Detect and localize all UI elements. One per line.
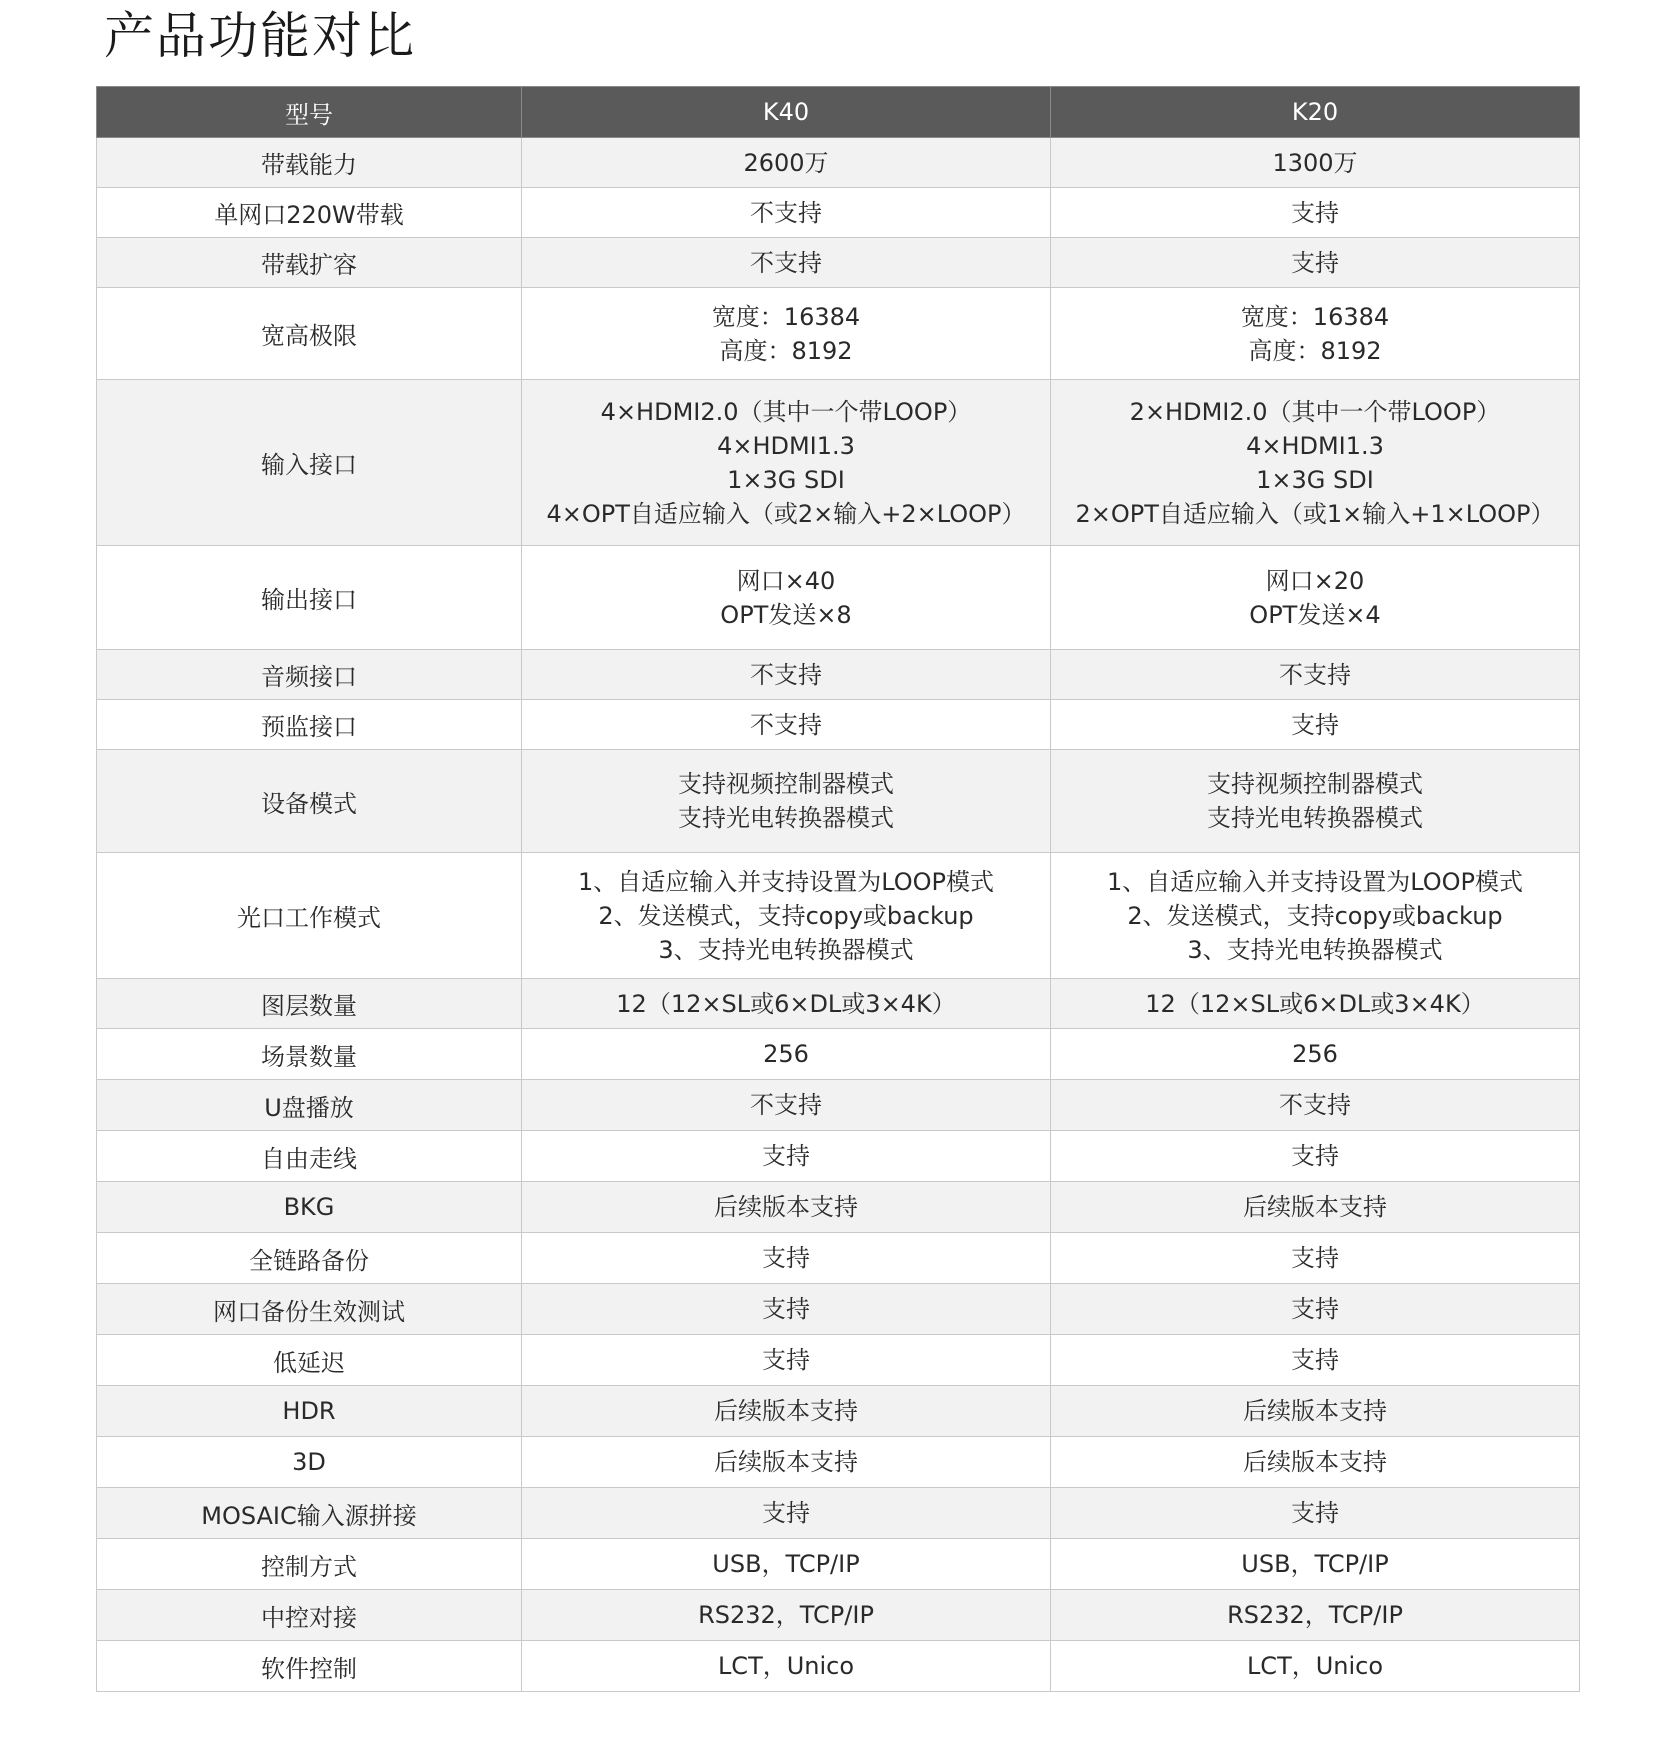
cell-line: 256 — [763, 1040, 809, 1068]
cell-k20 — [1051, 853, 1580, 979]
cell-k40 — [522, 1488, 1051, 1539]
table-row — [97, 1488, 1580, 1539]
cell-k20 — [1051, 1233, 1580, 1284]
cell-line: USB，TCP/IP — [712, 1550, 860, 1578]
cell-line: 支持 — [1291, 1346, 1339, 1374]
cell-k40 — [522, 1590, 1051, 1641]
cell-line: 2×OPT自适应输入（或1×输入+1×LOOP） — [1075, 499, 1555, 528]
cell-line: 不支持 — [1279, 1091, 1351, 1119]
table-row — [97, 979, 1580, 1029]
cell-line: LCT，Unico — [1246, 1652, 1384, 1680]
cell-k40 — [522, 238, 1051, 288]
cell-k20 — [1051, 1386, 1580, 1437]
cell-k40 — [522, 1539, 1051, 1590]
cell-line: 后续版本支持 — [714, 1448, 858, 1476]
cell-k20 — [1051, 380, 1580, 546]
cell-line: 1×3G SDI — [1256, 465, 1374, 494]
cell-line: 不支持 — [750, 198, 822, 227]
row-label: 带载能力 — [97, 138, 522, 188]
row-label: 宽高极限 — [97, 288, 522, 380]
table-row — [97, 700, 1580, 750]
cell-line: 2600万 — [743, 148, 829, 177]
table-row — [97, 238, 1580, 288]
cell-line: 3、支持光电转换器模式 — [1187, 935, 1443, 964]
cell-line: 支持 — [1291, 1295, 1339, 1323]
cell-k20 — [1051, 1284, 1580, 1335]
row-label: MOSAIC输入源拼接 — [97, 1488, 522, 1539]
row-label: 中控对接 — [97, 1590, 522, 1641]
cell-line: 12（12×SL或6×DL或3×4K） — [616, 989, 956, 1018]
cell-line: 支持视频控制器模式 — [678, 770, 894, 798]
row-label: 设备模式 — [97, 750, 522, 853]
cell-line: 3、支持光电转换器模式 — [658, 935, 914, 964]
cell-k20 — [1051, 288, 1580, 380]
cell-k40 — [522, 853, 1051, 979]
cell-k40 — [522, 1335, 1051, 1386]
cell-k20 — [1051, 1437, 1580, 1488]
row-label: 控制方式 — [97, 1539, 522, 1590]
cell-line: 后续版本支持 — [714, 1193, 858, 1221]
cell-line: 宽度：16384 — [711, 302, 861, 331]
table-row — [97, 1131, 1580, 1182]
row-label: 3D — [97, 1437, 522, 1488]
cell-line: 不支持 — [750, 1091, 822, 1119]
row-label: 网口备份生效测试 — [97, 1284, 522, 1335]
cell-k20 — [1051, 1029, 1580, 1080]
cell-line: USB，TCP/IP — [1241, 1550, 1389, 1578]
table-row — [97, 1233, 1580, 1284]
row-label: 预监接口 — [97, 700, 522, 750]
table-row — [97, 750, 1580, 853]
header-k40: K40 — [522, 87, 1051, 138]
cell-k40 — [522, 546, 1051, 650]
cell-k20 — [1051, 979, 1580, 1029]
table-row — [97, 138, 1580, 188]
cell-k40 — [522, 1233, 1051, 1284]
cell-k20 — [1051, 1539, 1580, 1590]
cell-line: 支持 — [762, 1346, 810, 1374]
cell-k40 — [522, 138, 1051, 188]
cell-k20 — [1051, 1335, 1580, 1386]
cell-line: 网口×20 — [1265, 566, 1365, 595]
cell-k20 — [1051, 1641, 1580, 1692]
row-label: U盘播放 — [97, 1080, 522, 1131]
cell-line: 1×3G SDI — [727, 465, 845, 494]
cell-k40 — [522, 750, 1051, 853]
row-label: 带载扩容 — [97, 238, 522, 288]
cell-line: OPT发送×4 — [1249, 600, 1381, 629]
cell-line: 支持 — [762, 1244, 810, 1272]
cell-line: 支持 — [1291, 710, 1339, 739]
cell-line: 高度：8192 — [719, 336, 853, 365]
cell-line: RS232，TCP/IP — [1227, 1601, 1403, 1629]
cell-k40 — [522, 1641, 1051, 1692]
row-label: 输出接口 — [97, 546, 522, 650]
table-row — [97, 1029, 1580, 1080]
cell-line: 12（12×SL或6×DL或3×4K） — [1145, 989, 1485, 1018]
row-label: 场景数量 — [97, 1029, 522, 1080]
cell-k40 — [522, 1437, 1051, 1488]
cell-line: 支持 — [1291, 198, 1339, 227]
row-label: BKG — [97, 1182, 522, 1233]
cell-k20 — [1051, 188, 1580, 238]
table-row — [97, 1284, 1580, 1335]
cell-line: 支持 — [762, 1142, 810, 1170]
table-row — [97, 188, 1580, 238]
page-title: 产品功能对比 — [104, 7, 416, 65]
row-label: 自由走线 — [97, 1131, 522, 1182]
cell-line: 4×OPT自适应输入（或2×输入+2×LOOP） — [546, 499, 1026, 528]
table-row — [97, 853, 1580, 979]
cell-line: 1、自适应输入并支持设置为LOOP模式 — [1106, 867, 1524, 896]
table-row — [97, 1386, 1580, 1437]
cell-line: 后续版本支持 — [714, 1397, 858, 1425]
cell-k20 — [1051, 138, 1580, 188]
cell-line: 4×HDMI2.0（其中一个带LOOP） — [600, 397, 972, 426]
cell-k40 — [522, 1182, 1051, 1233]
cell-k20 — [1051, 1590, 1580, 1641]
cell-line: 不支持 — [750, 710, 822, 739]
row-label: 图层数量 — [97, 979, 522, 1029]
cell-k40 — [522, 288, 1051, 380]
cell-k20 — [1051, 1182, 1580, 1233]
table-row — [97, 1590, 1580, 1641]
cell-line: 不支持 — [1279, 660, 1351, 689]
cell-line: 宽度：16384 — [1240, 302, 1390, 331]
cell-k40 — [522, 1284, 1051, 1335]
cell-k20 — [1051, 1080, 1580, 1131]
cell-line: 不支持 — [750, 660, 822, 689]
row-label: 低延迟 — [97, 1335, 522, 1386]
cell-k40 — [522, 979, 1051, 1029]
cell-k20 — [1051, 650, 1580, 700]
cell-k20 — [1051, 546, 1580, 650]
cell-line: 后续版本支持 — [1243, 1193, 1387, 1221]
row-label: 音频接口 — [97, 650, 522, 700]
cell-k40 — [522, 1386, 1051, 1437]
cell-line: 支持 — [1291, 1499, 1339, 1527]
table-row — [97, 1182, 1580, 1233]
cell-line: 网口×40 — [736, 566, 836, 595]
row-label: 软件控制 — [97, 1641, 522, 1692]
row-label: 单网口220W带载 — [97, 188, 522, 238]
cell-line: 4×HDMI1.3 — [717, 431, 855, 460]
cell-line: 高度：8192 — [1248, 336, 1382, 365]
cell-line: 支持 — [1291, 1244, 1339, 1272]
table-row — [97, 650, 1580, 700]
cell-k40 — [522, 1029, 1051, 1080]
cell-k40 — [522, 1080, 1051, 1131]
header-k20: K20 — [1051, 87, 1580, 138]
cell-line: LCT，Unico — [717, 1652, 855, 1680]
cell-line: 支持 — [762, 1295, 810, 1323]
row-label: 输入接口 — [97, 380, 522, 546]
cell-line: 支持视频控制器模式 — [1207, 770, 1423, 798]
cell-line: RS232，TCP/IP — [698, 1601, 874, 1629]
table-row — [97, 288, 1580, 380]
table-row — [97, 380, 1580, 546]
table-body — [97, 138, 1580, 1692]
cell-k40 — [522, 1131, 1051, 1182]
cell-line: 2、发送模式，支持copy或backup — [598, 901, 974, 930]
cell-line: 后续版本支持 — [1243, 1397, 1387, 1425]
cell-k20 — [1051, 1488, 1580, 1539]
cell-line: OPT发送×8 — [720, 600, 852, 629]
cell-k20 — [1051, 238, 1580, 288]
table-row — [97, 1080, 1580, 1131]
cell-line: 不支持 — [750, 248, 822, 277]
row-label: 全链路备份 — [97, 1233, 522, 1284]
cell-line: 4×HDMI1.3 — [1246, 431, 1384, 460]
cell-k40 — [522, 700, 1051, 750]
row-label: HDR — [97, 1386, 522, 1437]
comparison-table — [96, 86, 1580, 1692]
row-label: 光口工作模式 — [97, 853, 522, 979]
cell-line: 支持光电转换器模式 — [1207, 804, 1423, 832]
cell-k40 — [522, 188, 1051, 238]
cell-line: 2×HDMI2.0（其中一个带LOOP） — [1129, 397, 1501, 426]
cell-line: 1、自适应输入并支持设置为LOOP模式 — [577, 867, 995, 896]
table-row — [97, 1335, 1580, 1386]
table-row — [97, 1641, 1580, 1692]
cell-line: 后续版本支持 — [1243, 1448, 1387, 1476]
cell-line: 支持 — [1291, 1142, 1339, 1170]
cell-k40 — [522, 380, 1051, 546]
table-row — [97, 546, 1580, 650]
cell-line: 2、发送模式，支持copy或backup — [1127, 901, 1503, 930]
cell-k20 — [1051, 1131, 1580, 1182]
table-row — [97, 1437, 1580, 1488]
cell-line: 支持 — [762, 1499, 810, 1527]
table-row — [97, 1539, 1580, 1590]
cell-line: 1300万 — [1272, 148, 1358, 177]
cell-k40 — [522, 650, 1051, 700]
cell-line: 256 — [1292, 1040, 1338, 1068]
cell-line: 支持 — [1291, 248, 1339, 277]
cell-k20 — [1051, 750, 1580, 853]
table-header-row — [97, 87, 1580, 138]
cell-k20 — [1051, 700, 1580, 750]
cell-line: 支持光电转换器模式 — [678, 804, 894, 832]
header-model: 型号 — [97, 87, 522, 138]
